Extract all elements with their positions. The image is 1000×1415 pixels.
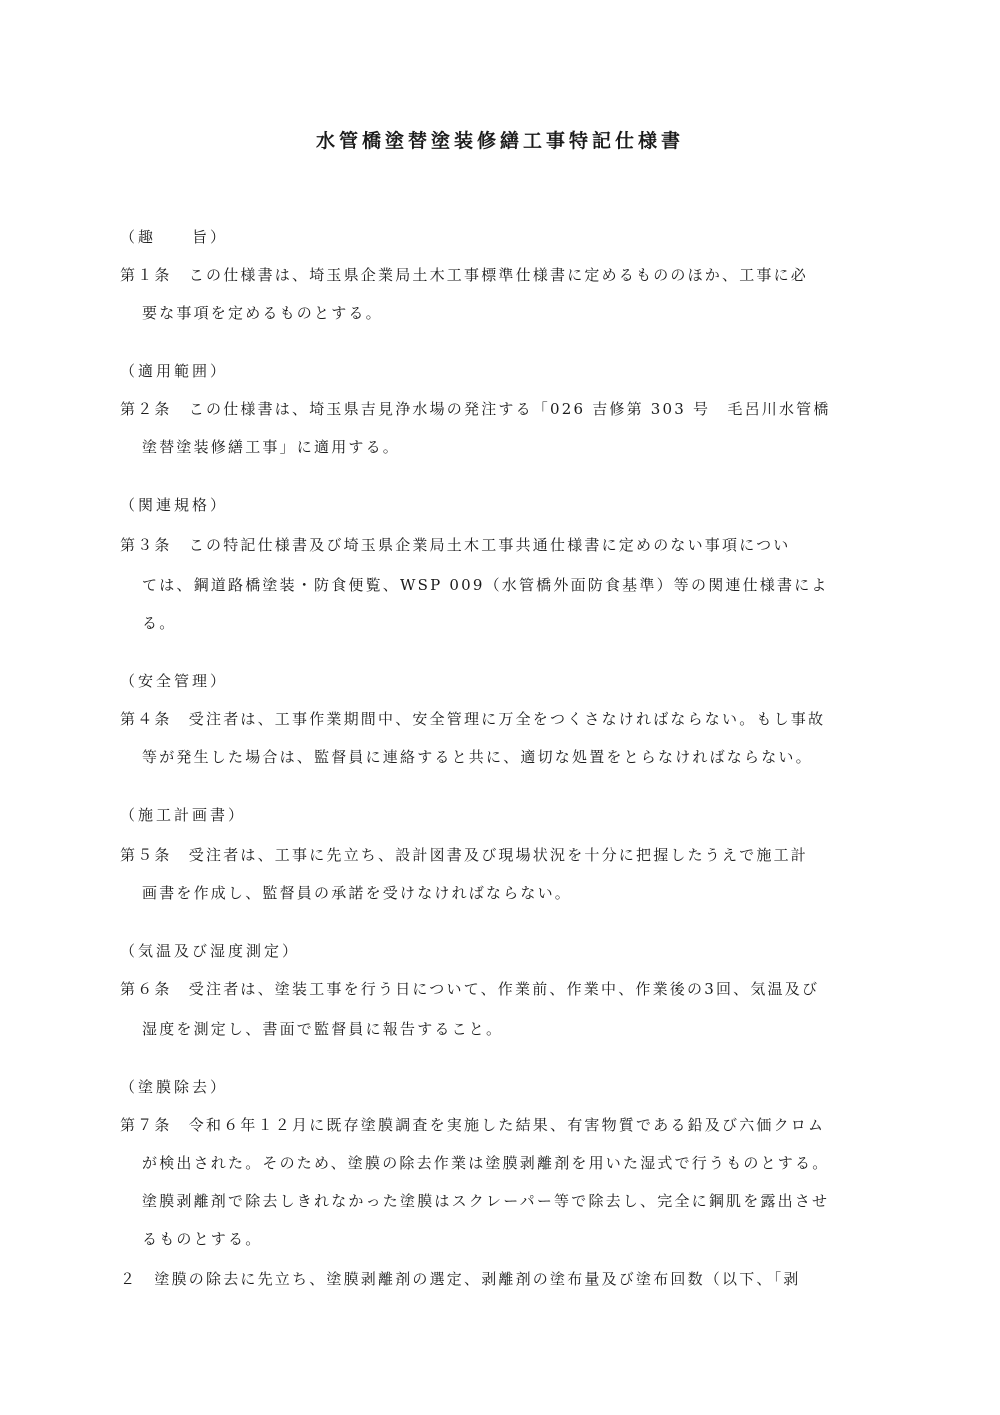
section-heading-purpose: （趣 旨） bbox=[120, 228, 229, 246]
article-7-clause-2-line-1: ２ 塗膜の除去に先立ち、塗膜剥離剤の選定、剥離剤の塗布量及び塗布回数（以下、「剥 bbox=[120, 1270, 801, 1288]
article-5-line-1: 第５条 受注者は、工事に先立ち、設計図書及び現場状況を十分に把握したうえで施工計 bbox=[120, 846, 809, 864]
section-heading-safety: （安全管理） bbox=[120, 672, 229, 690]
article-5-line-2: 画書を作成し、監督員の承諾を受けなければならない。 bbox=[142, 884, 573, 902]
section-heading-scope: （適用範囲） bbox=[120, 362, 229, 380]
article-6-line-1: 第６条 受注者は、塗装工事を行う日について、作業前、作業中、作業後の3回、気温及び bbox=[120, 980, 820, 998]
article-1-line-2: 要な事項を定めるものとする。 bbox=[142, 304, 383, 322]
article-6-line-2: 湿度を測定し、書面で監督員に報告すること。 bbox=[142, 1020, 504, 1038]
article-1-line-1: 第１条 この仕様書は、埼玉県企業局土木工事標準仕様書に定めるもののほか、工事に必 bbox=[120, 266, 809, 284]
article-7-line-2: が検出された。そのため、塗膜の除去作業は塗膜剥離剤を用いた湿式で行うものとする。 bbox=[142, 1154, 830, 1172]
article-3-line-3: る。 bbox=[142, 614, 177, 632]
article-3-line-2: ては、鋼道路橋塗装・防食便覧、WSP 009（水管橋外面防食基準）等の関連仕様書によ bbox=[142, 576, 829, 594]
article-2-line-1: 第２条 この仕様書は、埼玉県吉見浄水場の発注する「026 吉修第 303 号 毛呂川水管橋 bbox=[120, 400, 831, 418]
article-4-line-1: 第４条 受注者は、工事作業期間中、安全管理に万全をつくさなければならない。もし事故 bbox=[120, 710, 826, 728]
article-7-line-4: るものとする。 bbox=[142, 1230, 263, 1248]
article-2-line-2: 塗替塗装修繕工事」に適用する。 bbox=[142, 438, 401, 456]
article-3-line-1: 第３条 この特記仕様書及び埼玉県企業局土木工事共通仕様書に定めのない事項につい bbox=[120, 536, 791, 554]
section-heading-construction-plan: （施工計画書） bbox=[120, 806, 247, 824]
section-heading-related-standards: （関連規格） bbox=[120, 496, 229, 514]
section-heading-coating-removal: （塗膜除去） bbox=[120, 1078, 229, 1096]
section-heading-temperature-humidity: （気温及び湿度測定） bbox=[120, 942, 301, 960]
document-title: 水管橋塗替塗装修繕工事特記仕様書 bbox=[315, 130, 684, 152]
article-7-line-1: 第７条 令和６年１２月に既存塗膜調査を実施した結果、有害物質である鉛及び六価クロム bbox=[120, 1116, 826, 1134]
article-4-line-2: 等が発生した場合は、監督員に連絡すると共に、適切な処置をとらなければならない。 bbox=[142, 748, 813, 766]
article-7-line-3: 塗膜剥離剤で除去しきれなかった塗膜はスクレーパー等で除去し、完全に鋼肌を露出させ bbox=[142, 1192, 830, 1210]
